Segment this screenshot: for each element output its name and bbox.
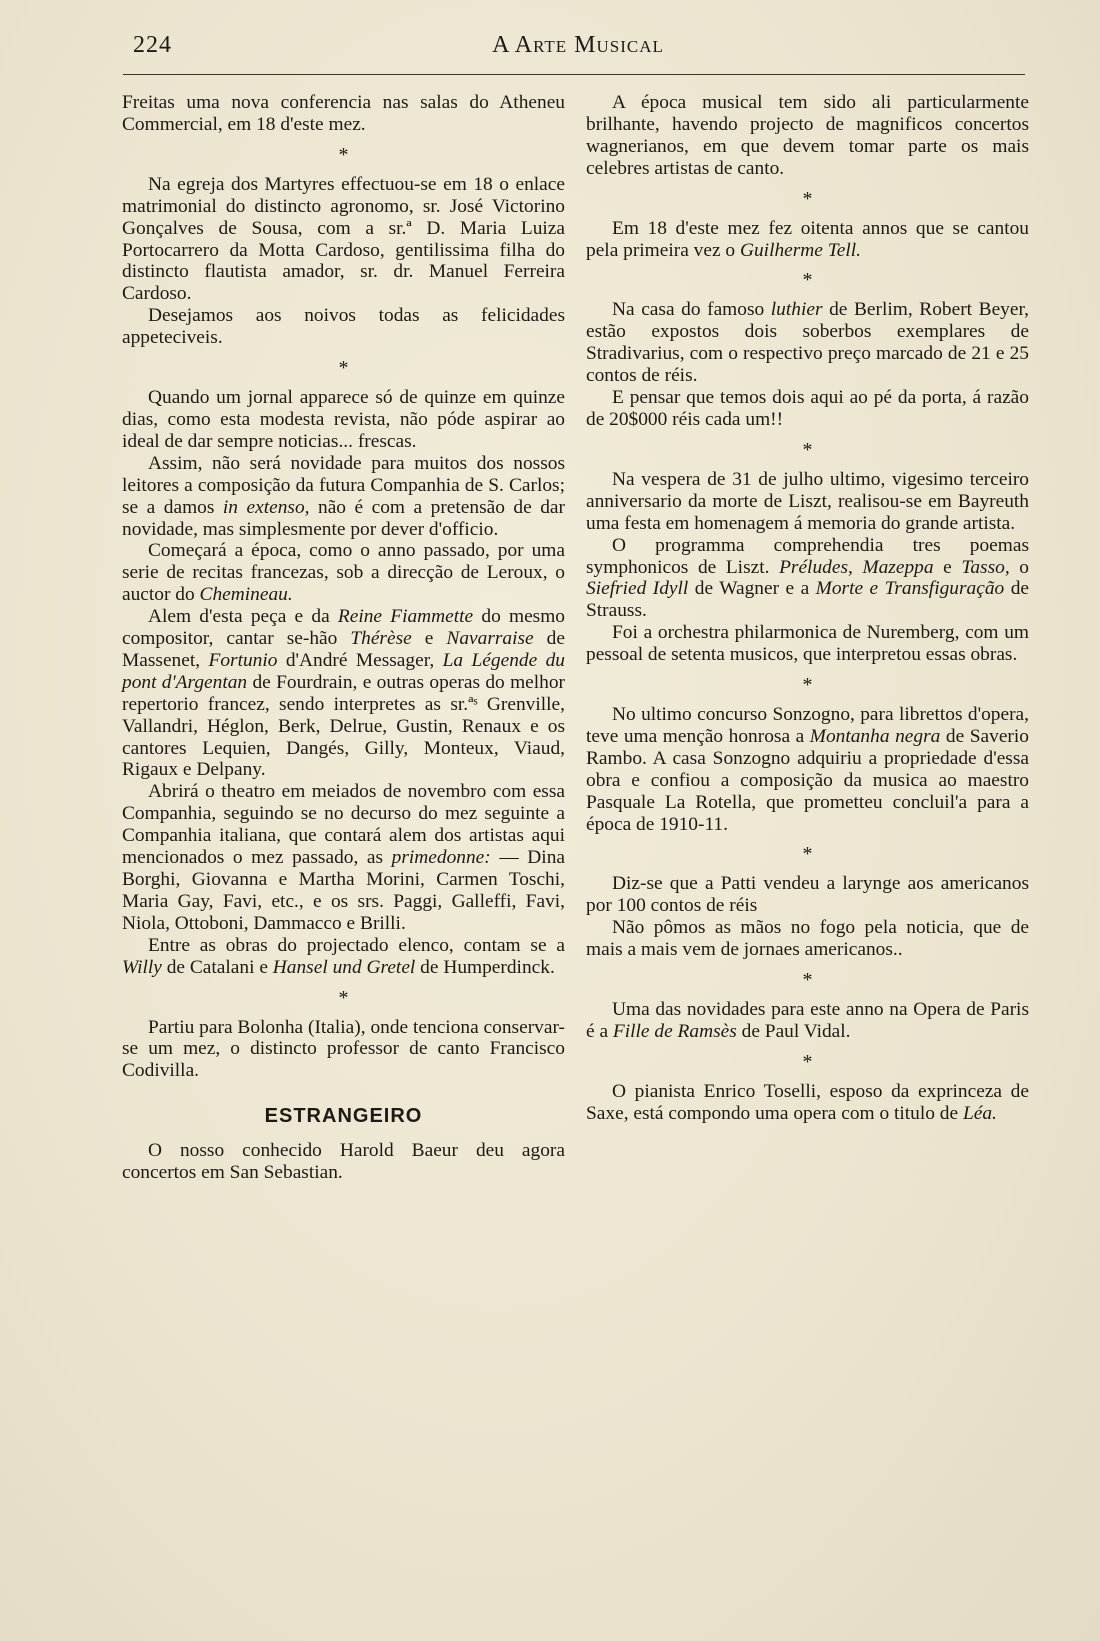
paragraph: O pianista Enrico Toselli, esposo da exprinceza de Saxe, está compondo uma opera com o titulo de Léa.: [586, 1080, 1029, 1124]
separator-asterisk: *: [338, 986, 349, 1009]
paragraph: Na casa do famoso luthier de Berlim, Robert Beyer, estão expostos dois soberbos exemplares de Stradivarius, com o respectivo preço marcado de 21 e 25 contos de réis.: [586, 299, 1030, 387]
running-title: A Arte Musical: [492, 32, 664, 58]
section-heading: ESTRANGEIRO: [264, 1105, 423, 1128]
page-header: [133, 32, 1023, 68]
separator-asterisk: *: [802, 438, 813, 461]
paragraph: Na vespera de 31 de julho ultimo, vigesimo terceiro anniversario da morte de Liszt, realisou-se em Bayreuth uma festa em homenagem á memoria do grande artista.: [586, 468, 1029, 534]
separator-asterisk: *: [802, 187, 813, 210]
paragraph: Diz-se que a Patti vendeu a larynge aos americanos por 100 contos de réis: [586, 873, 1029, 917]
paragraph: Freitas uma nova conferencia nas salas do Atheneu Commercial, em 18 d'este mez.: [122, 92, 565, 135]
left-column: [122, 92, 565, 1184]
separator-asterisk: *: [802, 674, 813, 697]
paragraph: O nosso conhecido Harold Baeur deu agora concertos em San Sebastian.: [122, 1140, 565, 1184]
paragraph: Uma das novidades para este anno na Opera de Paris é a Fille de Ramsès de Paul Vidal.: [586, 999, 1029, 1042]
paragraph: Na egreja dos Martyres effectuou-se em 18 o enlace matrimonial do distincto agronomo, sr. José Victorino Gonçalves de Sousa, com a sr.ª D. Maria Luiza Portocarrero da Motta Cardoso, gentilissima filha do distincto flautista amador, sr. dr. Manuel Ferreira Cardoso.: [122, 173, 565, 305]
separator-asterisk: *: [338, 143, 349, 166]
paragraph: Entre as obras do projectado elenco, contam se a Willy de Catalani e Hansel und Gretel de Humperdinck.: [122, 934, 565, 978]
paragraph: No ultimo concurso Sonzogno, para librettos d'opera, teve uma menção honrosa a Montanha negra de Saverio Rambo. A casa Sonzogno adquiriu a propriedade d'essa obra e confiou a composição da musica ao maestro Pasquale La Rotella, que prometteu concluil'a para a época de 1910-11.: [586, 704, 1029, 835]
separator-asterisk: *: [802, 843, 813, 866]
paragraph: Partiu para Bolonha (Italia), onde tenciona conservar-se um mez, o distincto professor de canto Francisco Codivilla.: [122, 1016, 565, 1082]
separator-asterisk: *: [802, 969, 813, 992]
paragraph: Alem d'esta peça e da Reine Fiammette do mesmo compositor, cantar se-hão Thérèse e Navarraise de Massenet, Fortunio d'André Messager, La Légende du pont d'Argentan de Fourdrain, e outras operas do melhor repertorio francez, sendo interpretes as sr.ªˢ Grenville, Vallandri, Héglon, Berk, Delrue, Gustin, Renaux e os cantores Lequien, Dangés, Gilly, Monteux, Viaud, Rigaux e Delpany.: [122, 606, 566, 781]
paragraph: Assim, não será novidade para muitos dos nossos leitores a composição da futura Companhia de S. Carlos; se a damos in extenso, não é com a pretensão de dar novidade, mas simplesmente por dever d'officio.: [122, 452, 565, 540]
paragraph: A época musical tem sido ali particularmente brilhante, havendo projecto de magnificos concertos wagnerianos, em que devem tomar parte os mais celebres artistas de canto.: [586, 92, 1029, 179]
header-rule: [123, 74, 1025, 75]
paragraph: Quando um jornal apparece só de quinze em quinze dias, como esta modesta revista, não póde aspirar ao ideal de dar sempre noticias... frescas.: [122, 387, 565, 452]
paragraph: Foi a orchestra philarmonica de Nuremberg, com um pessoal de setenta musicos, que interpretou essas obras.: [586, 622, 1029, 666]
paragraph: Não pômos as mãos no fogo pela noticia, que de mais a mais vem de jornaes americanos..: [586, 917, 1029, 961]
separator-asterisk: *: [338, 357, 349, 380]
separator-asterisk: *: [802, 269, 813, 292]
paragraph: E pensar que temos dois aqui ao pé da porta, á razão de 20$000 réis cada um!!: [586, 387, 1029, 430]
page-number: 224: [133, 32, 172, 58]
paragraph: O programma comprehendia tres poemas symphonicos de Liszt. Préludes, Mazeppa e Tasso, o Siefried Idyll de Wagner e a Morte e Transfiguração de Strauss.: [586, 534, 1029, 622]
paragraph: Em 18 d'este mez fez oitenta annos que se cantou pela primeira vez o Guilherme Tell.: [586, 217, 1029, 261]
paragraph: Começará a época, como o anno passado, por uma serie de recitas francezas, sob a direcção de Leroux, o auctor do Chemineau.: [122, 540, 565, 606]
right-column: [586, 92, 1029, 1125]
paragraph: Desejamos aos noivos todas as felicidades appeteciveis.: [122, 305, 565, 349]
paragraph: Abrirá o theatro em meiados de novembro com essa Companhia, seguindo se no decurso do mez seguinte a Companhia italiana, que contará alem dos artistas aqui mencionados o mez passado, as primedonne: — Dina Borghi, Giovanna e Martha Morini, Carmen Toschi, Maria Gay, Favi, etc., e os srs. Paggi, Galleffi, Favi, Niola, Ottoboni, Dammacco e Brilli.: [122, 781, 565, 934]
separator-asterisk: *: [802, 1050, 813, 1073]
